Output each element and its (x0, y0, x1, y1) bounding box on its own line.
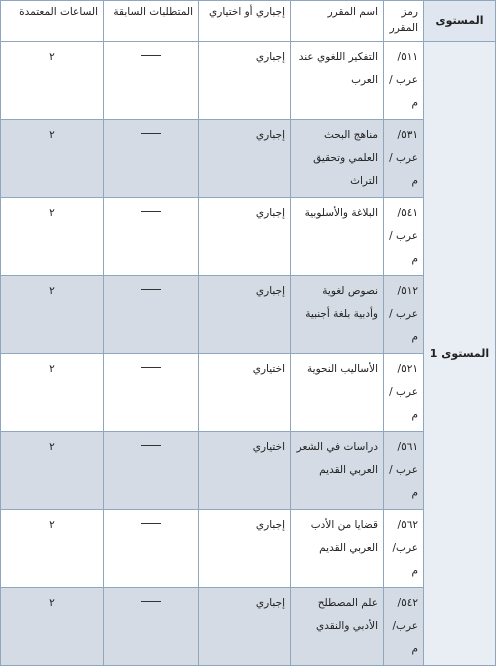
course-name: نصوص لغوية وأدبية بلغة أجنبية (291, 276, 384, 354)
course-type: إجباري (199, 588, 291, 666)
no-prerequisite-dash (141, 133, 161, 134)
table-row (1, 354, 496, 432)
table-row (1, 510, 496, 588)
course-name: قضايا من الأدب العربي القديم (291, 510, 384, 588)
course-name: دراسات في الشعر العربي القديم (291, 432, 384, 510)
credit-hours: ٢ (1, 354, 104, 432)
credit-hours: ٢ (1, 42, 104, 120)
course-code: ٥١٢/ عرب /م (384, 276, 424, 354)
credit-hours: ٢ (1, 120, 104, 198)
prerequisite-cell (104, 198, 199, 276)
table-row (1, 276, 496, 354)
course-code: ٥٦٢/ عرب/ م (384, 510, 424, 588)
course-type: إجباري (199, 42, 291, 120)
prerequisite-cell (104, 588, 199, 666)
course-code: ٥٤٢/ عرب/ م (384, 588, 424, 666)
header-level: المستوى (424, 1, 496, 42)
course-code: ٥٢١/ عرب /م (384, 354, 424, 432)
credit-hours: ٢ (1, 198, 104, 276)
prerequisite-cell (104, 354, 199, 432)
header-course-name: اسم المقرر (291, 1, 384, 42)
course-code: ٥٣١/ عرب /م (384, 120, 424, 198)
header-prerequisites: المتطلبات السابقة (104, 1, 199, 42)
no-prerequisite-dash (141, 289, 161, 290)
credit-hours: ٢ (1, 588, 104, 666)
course-name: البلاغة والأسلوبية (291, 198, 384, 276)
header-credit-hours: الساعات المعتمدة (1, 1, 104, 42)
course-type: إجباري (199, 510, 291, 588)
course-code: ٥٤١/ عرب /م (384, 198, 424, 276)
prerequisite-cell (104, 42, 199, 120)
credit-hours: ٢ (1, 510, 104, 588)
course-name: مناهج البحث العلمي وتحقيق التراث (291, 120, 384, 198)
course-type: إجباري (199, 120, 291, 198)
course-name: التفكير اللغوي عند العرب (291, 42, 384, 120)
table-row (1, 120, 496, 198)
prerequisite-cell (104, 432, 199, 510)
credit-hours: ٢ (1, 276, 104, 354)
table-row (1, 432, 496, 510)
course-type: اختياري (199, 432, 291, 510)
no-prerequisite-dash (141, 55, 161, 56)
no-prerequisite-dash (141, 211, 161, 212)
no-prerequisite-dash (141, 601, 161, 602)
prerequisite-cell (104, 510, 199, 588)
course-type: إجباري (199, 276, 291, 354)
header-row (1, 1, 496, 42)
no-prerequisite-dash (141, 445, 161, 446)
table-row (1, 588, 496, 666)
course-type: إجباري (199, 198, 291, 276)
course-name: الأساليب النحوية (291, 354, 384, 432)
table-row (1, 198, 496, 276)
prerequisite-cell (104, 120, 199, 198)
no-prerequisite-dash (141, 523, 161, 524)
level-cell: المستوى 1 (424, 42, 496, 666)
header-course-type: إجباري أو اختياري (199, 1, 291, 42)
course-type: اختياري (199, 354, 291, 432)
table-row (1, 42, 496, 120)
course-code: ٥٦١/ عرب /م (384, 432, 424, 510)
course-name: علم المصطلح الأدبي والنقدي (291, 588, 384, 666)
no-prerequisite-dash (141, 367, 161, 368)
prerequisite-cell (104, 276, 199, 354)
credit-hours: ٢ (1, 432, 104, 510)
header-course-code: رمز المقرر (384, 1, 424, 42)
course-code: ٥١١/ عرب /م (384, 42, 424, 120)
